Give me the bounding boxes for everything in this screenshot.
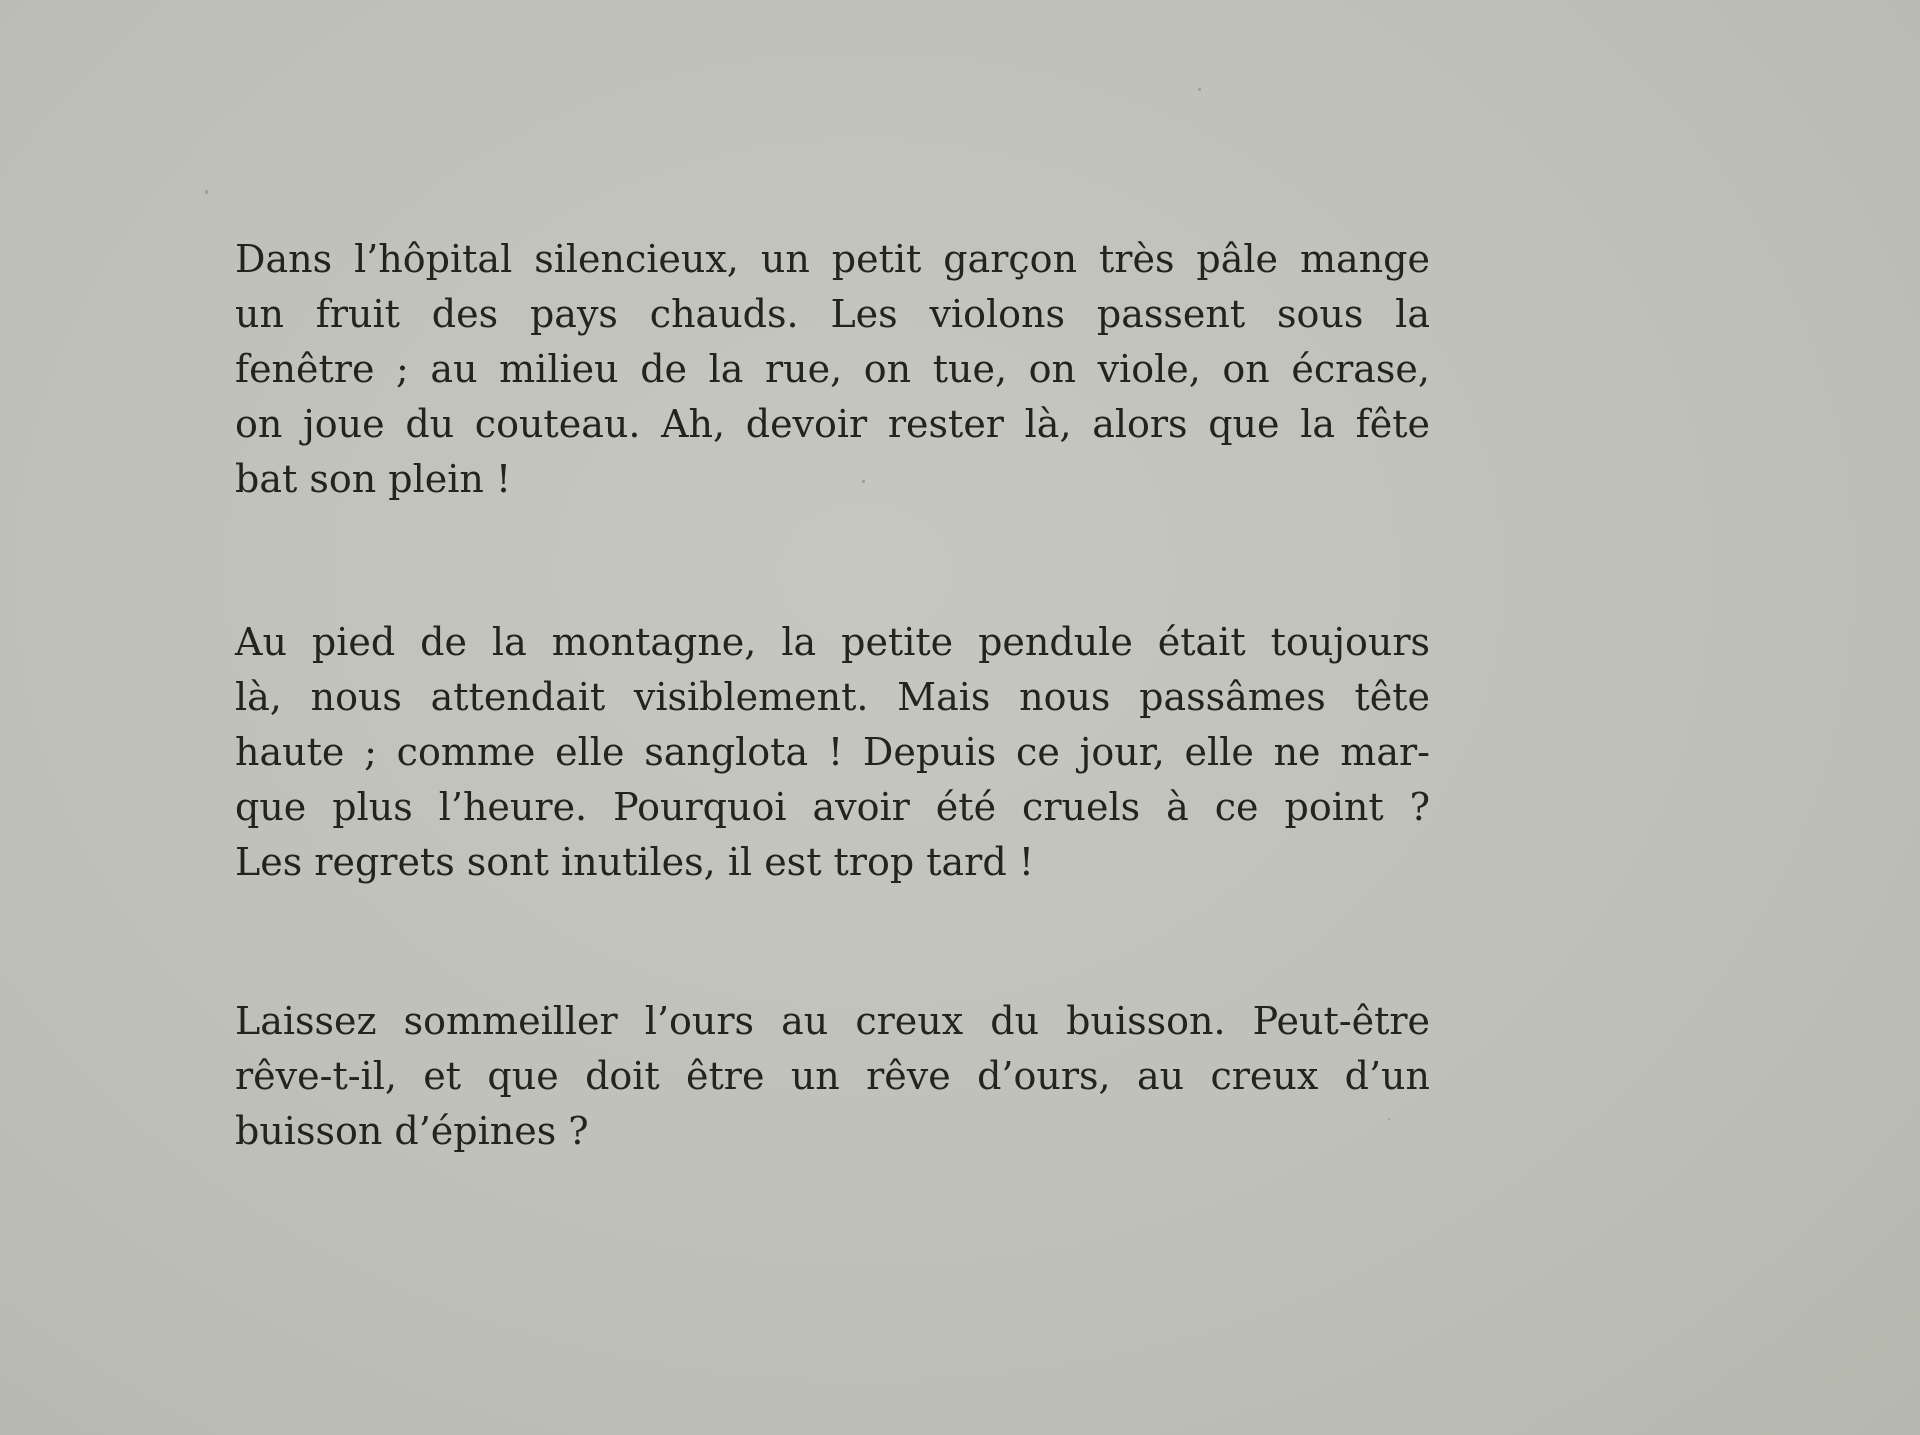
text-line: fenêtre ; au milieu de la rue, on tue, on viole, on écrase, bbox=[235, 347, 1430, 391]
text-line: Au pied de la montagne, la petite pendule était toujours bbox=[235, 620, 1430, 664]
paper-speck bbox=[862, 480, 865, 483]
text-line: Laissez sommeiller l’ours au creux du buisson. Peut-être bbox=[235, 999, 1430, 1043]
text-line: buisson d’épines ? bbox=[235, 1109, 589, 1153]
text-line: bat son plein ! bbox=[235, 457, 512, 501]
paragraph-hospital bbox=[235, 232, 1430, 507]
text-line: que plus l’heure. Pourquoi avoir été cruels à ce point ? bbox=[235, 785, 1430, 829]
text-line: rêve-t-il, et que doit être un rêve d’ours, au creux d’un bbox=[235, 1054, 1430, 1098]
paragraph-bear bbox=[235, 994, 1430, 1159]
text-line: un fruit des pays chauds. Les violons passent sous la bbox=[235, 292, 1430, 336]
text-line: on joue du couteau. Ah, devoir rester là, alors que la fête bbox=[235, 402, 1430, 446]
paper-speck bbox=[205, 190, 208, 194]
paper-speck bbox=[1388, 1118, 1390, 1120]
text-line: Les regrets sont inutiles, il est trop tard ! bbox=[235, 840, 1035, 884]
text-line: là, nous attendait visiblement. Mais nous passâmes tête bbox=[235, 675, 1430, 719]
paper-speck bbox=[1198, 88, 1201, 91]
paragraph-clock bbox=[235, 615, 1430, 890]
text-line: Dans l’hôpital silencieux, un petit garçon très pâle mange bbox=[235, 237, 1430, 281]
text-line: haute ; comme elle sanglota ! Depuis ce jour, elle ne mar- bbox=[235, 730, 1430, 774]
